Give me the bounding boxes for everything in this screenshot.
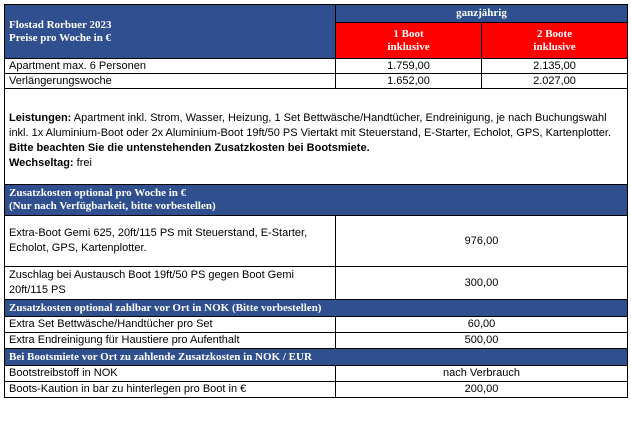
price-row-label: Apartment max. 6 Personen — [5, 59, 336, 74]
section-3-row-kaution — [5, 382, 628, 398]
season-header: ganzjährig — [336, 5, 628, 23]
section-1-title: Zusatzkosten optional pro Woche in € — [9, 187, 187, 199]
section-1-row-label: Zuschlag bei Austausch Boot 19ft/50 PS gegen Boot Gemi 20ft/115 PS — [5, 267, 336, 300]
section-1-row-value: 976,00 — [336, 216, 628, 267]
section-1-row-value: 300,00 — [336, 267, 628, 300]
col-1-line-1: 1 Boot — [393, 27, 424, 40]
col-1-boot-header — [336, 23, 482, 59]
price-row-label: Verlängerungswoche — [5, 74, 336, 89]
header-title-cell — [5, 5, 336, 59]
section-2-header: Zusatzkosten optional zahlbar vor Ort in NOK (Bitte vorbestellen) — [5, 300, 628, 317]
price-row-boot2: 2.135,00 — [482, 59, 628, 74]
section-3-row-value: 200,00 — [336, 382, 628, 398]
col-2-line-2: inklusive — [533, 40, 576, 53]
col-2-boote-header — [482, 23, 628, 59]
section-2-row-bettwaesche — [5, 317, 628, 333]
price-table — [4, 4, 628, 398]
section-3-row-label: Bootstreibstoff in NOK — [5, 366, 336, 382]
section-2-row-endreinigung — [5, 333, 628, 349]
leistungen-text — [9, 111, 623, 141]
section-2-row-label: Extra Set Bettwäsche/Handtücher pro Set — [5, 317, 336, 333]
section-3-row-value: nach Verbrauch — [336, 366, 628, 382]
section-1-subtitle: (Nur nach Verfügbarkeit, bitte vorbestellen) — [9, 200, 216, 212]
leistungen-content: Apartment inkl. Strom, Wasser, Heizung, 1 Set Bettwäsche/Handtücher, Endreinigung, je nach Buchungswahl inkl. 1x Aluminium-Boot oder 2x Aluminium-Boot 19ft/50 PS Viertakt mit Steuerstand, E-Starter, Echolot, GPS, Kartenplotter. — [9, 111, 612, 139]
price-table-container — [4, 4, 627, 398]
section-2-row-value: 60,00 — [336, 317, 628, 333]
section-1-header — [5, 185, 628, 216]
section-1-row-extra-boot — [5, 216, 628, 267]
leistungen-label: Leistungen: — [9, 111, 72, 124]
notice-text: Bitte beachten Sie die untenstehenden Zusatzkosten bei Bootsmiete. — [9, 141, 370, 154]
header-title: Flostad Rorbuer 2023 — [9, 18, 112, 31]
wechseltag-text — [9, 156, 623, 171]
section-2-row-label: Extra Endreinigung für Haustiere pro Aufenthalt — [5, 333, 336, 349]
price-row-boot2: 2.027,00 — [482, 74, 628, 89]
header-row-1 — [5, 5, 628, 23]
section-3-header: Bei Bootsmiete vor Ort zu zahlende Zusatzkosten in NOK / EUR — [5, 349, 628, 366]
section-2-row-value: 500,00 — [336, 333, 628, 349]
col-1-line-2: inklusive — [387, 40, 430, 53]
price-row-boot1: 1.759,00 — [336, 59, 482, 74]
description-row — [5, 89, 628, 185]
section-2-header-row — [5, 300, 628, 317]
price-row-verlaengerung — [5, 74, 628, 89]
header-subtitle: Preise pro Woche in € — [9, 31, 112, 44]
col-2-line-1: 2 Boote — [536, 27, 573, 40]
section-1-header-row — [5, 185, 628, 216]
section-1-row-label: Extra-Boot Gemi 625, 20ft/115 PS mit Steuerstand, E-Starter, Echolot, GPS, Kartenplotter. — [5, 216, 336, 267]
section-3-header-row — [5, 349, 628, 366]
price-row-boot1: 1.652,00 — [336, 74, 482, 89]
section-3-row-label: Boots-Kaution in bar zu hinterlegen pro Boot in € — [5, 382, 336, 398]
price-row-apartment — [5, 59, 628, 74]
section-1-row-zuschlag — [5, 267, 628, 300]
section-3-row-treibstoff — [5, 366, 628, 382]
wechseltag-label: Wechseltag: — [9, 156, 74, 169]
wechseltag-value: frei — [73, 156, 92, 169]
description-cell — [5, 89, 628, 185]
